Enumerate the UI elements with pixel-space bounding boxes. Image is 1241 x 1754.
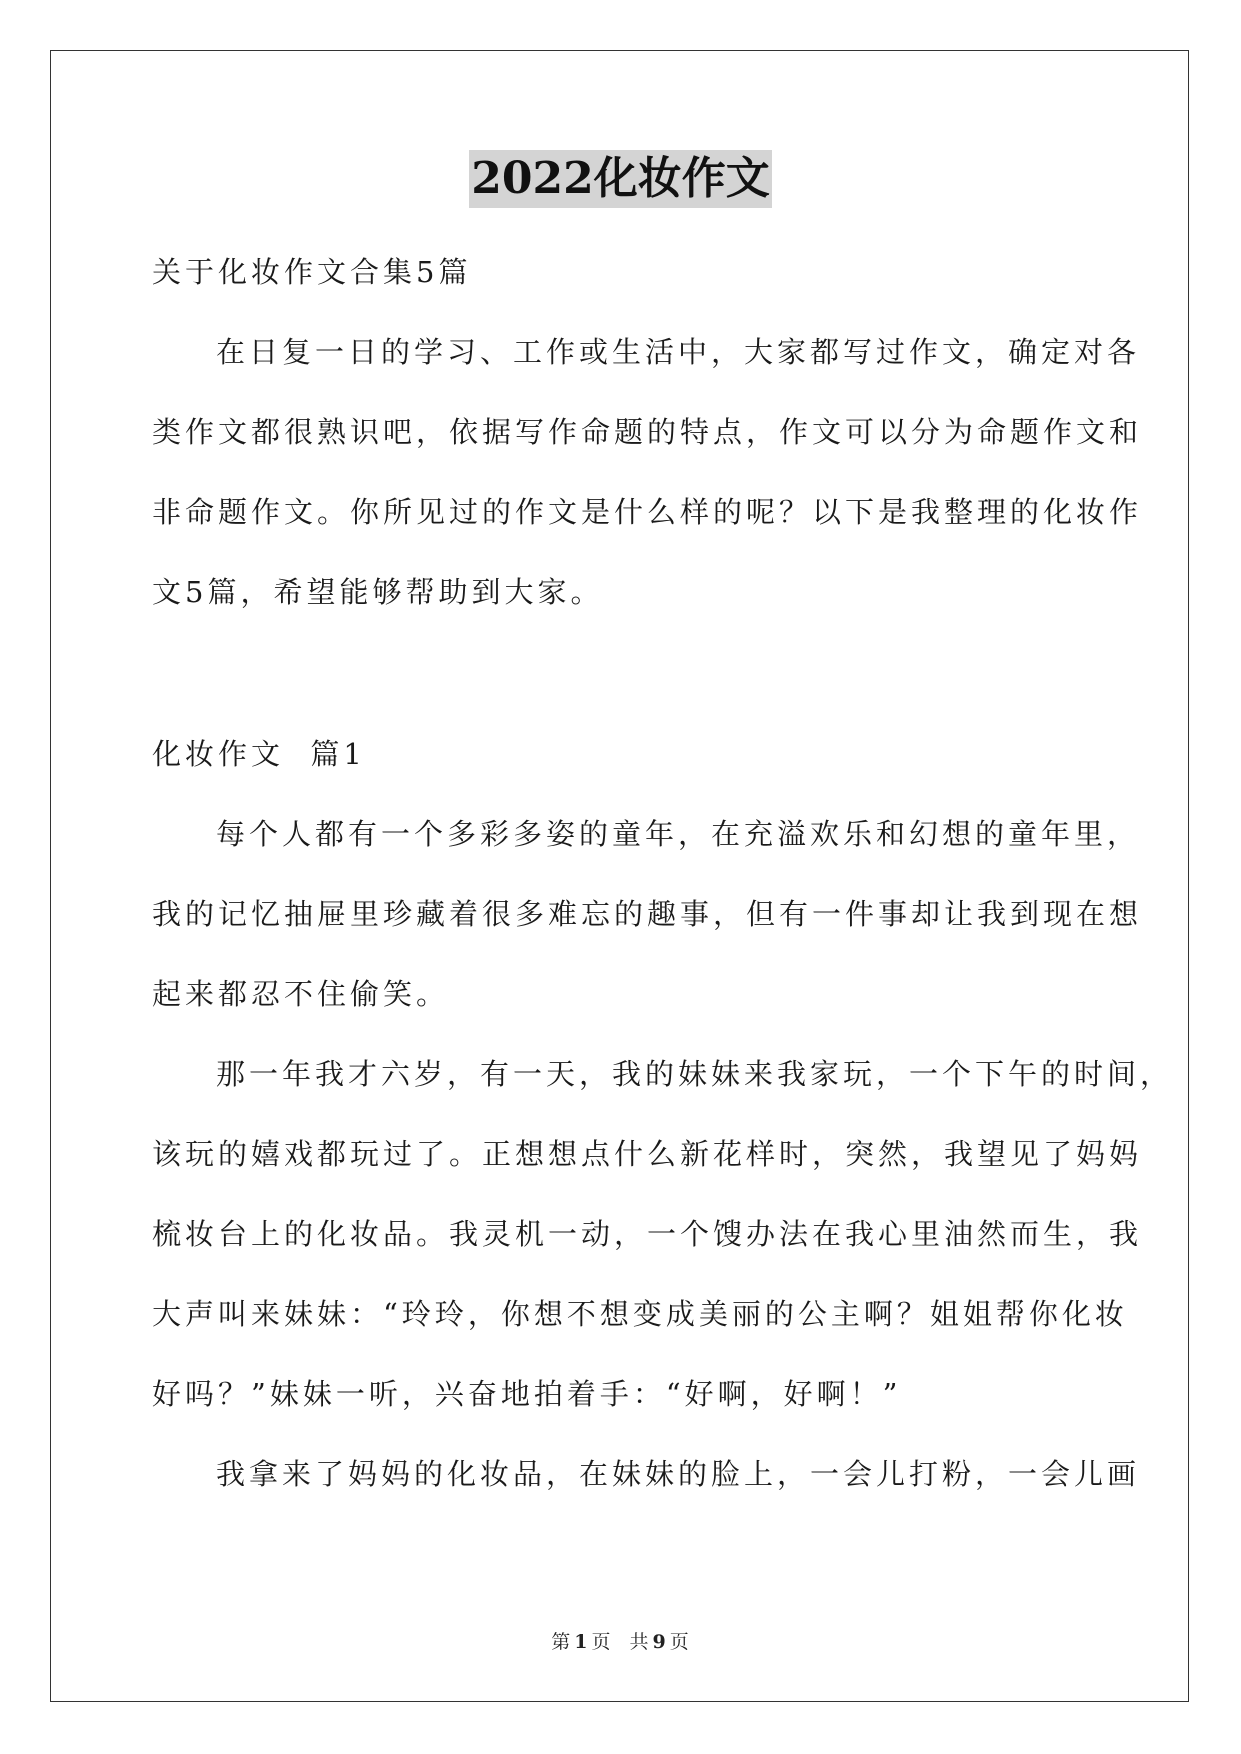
paragraph-line: 那一年我才六岁，有一天，我的妹妹来我家玩，一个下午的时间， [216,1057,1174,1091]
intro-line: 非命题作文。你所见过的作文是什么样的呢？以下是我整理的化妆作 [152,495,1143,529]
paragraph-line: 好吗？”妹妹一听，兴奋地拍着手：“好啊，好啊！” [152,1377,902,1411]
paragraph-line: 我拿来了妈妈的化妆品，在妹妹的脸上，一会儿打粉，一会儿画 [216,1457,1141,1491]
section-heading: 化妆作文 篇1 [152,737,366,771]
document-title: 2022化妆作文 [469,150,771,208]
page-prefix: 第 [551,1631,572,1653]
total-prefix: 共 [629,1631,650,1653]
page-suffix: 页 [591,1631,612,1653]
intro-line: 类作文都很熟识吧，依据写作命题的特点，作文可以分为命题作文和 [152,415,1143,449]
document-body [152,232,1174,1514]
paragraph-line: 梳妆台上的化妆品。我灵机一动，一个馊办法在我心里油然而生，我 [152,1217,1143,1251]
total-pages-number: 9 [652,1631,667,1653]
current-page-number: 1 [574,1631,589,1653]
paragraph-line: 大声叫来妹妹：“玲玲，你想不想变成美丽的公主啊？姐姐帮你化妆 [152,1297,1128,1331]
paragraph-line: 每个人都有一个多彩多姿的童年，在充溢欢乐和幻想的童年里， [216,817,1141,851]
document-subtitle: 关于化妆作文合集5篇 [152,255,472,289]
page-footer [0,1627,1241,1654]
title-container [0,150,1241,208]
paragraph-line: 我的记忆抽屉里珍藏着很多难忘的趣事，但有一件事却让我到现在想 [152,897,1143,931]
intro-line: 文5篇，希望能够帮助到大家。 [152,575,604,609]
total-suffix: 页 [669,1631,690,1653]
section-spacer [152,632,1088,714]
paragraph-line: 该玩的嬉戏都玩过了。正想想点什么新花样时，突然，我望见了妈妈 [152,1137,1143,1171]
intro-line: 在日复一日的学习、工作或生活中，大家都写过作文，确定对各 [216,335,1141,369]
paragraph-line: 起来都忍不住偷笑。 [152,977,450,1011]
